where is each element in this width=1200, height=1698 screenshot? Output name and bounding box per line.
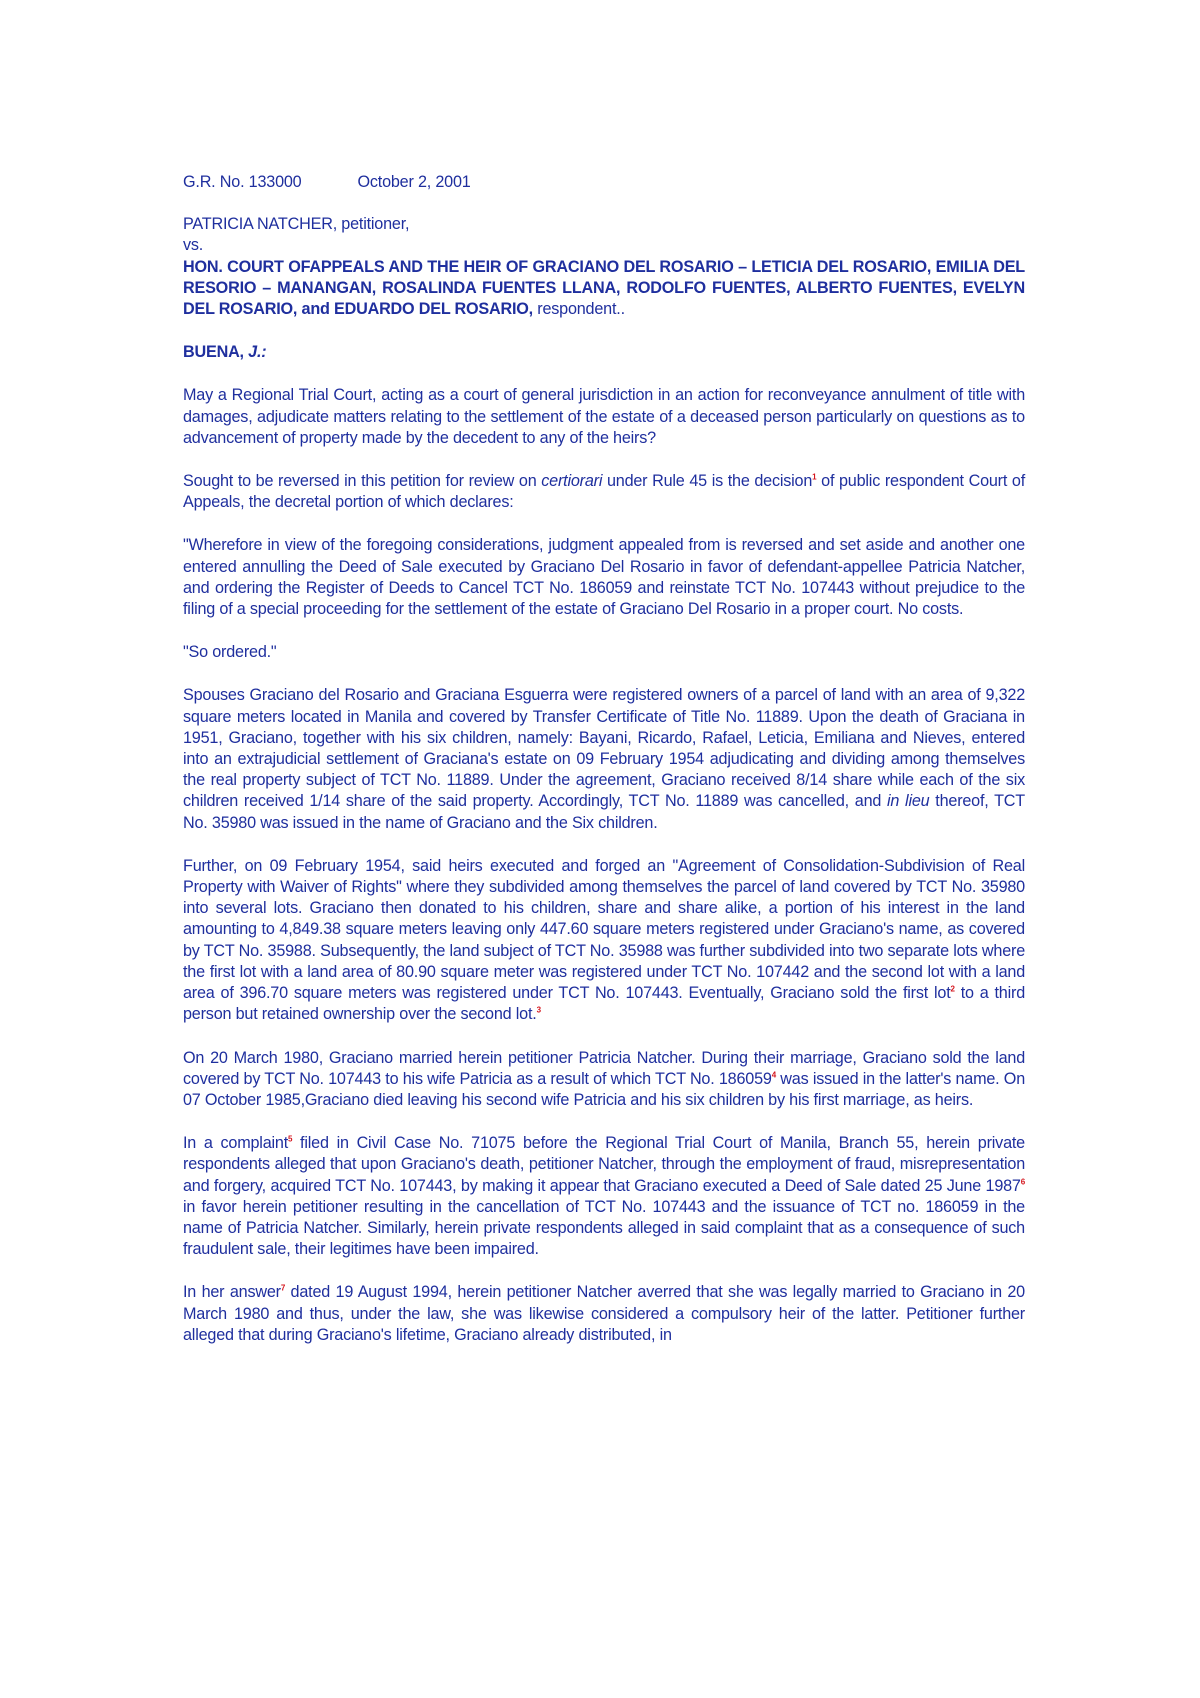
italic-in-lieu: in lieu	[887, 792, 930, 811]
paragraph-6: Further, on 09 February 1954, said heirs executed and forged an "Agreement of Consolidation-Subdivision of Real Property with Waiver of Rights" where they subdivided among themselves the parcel of land covered by TCT No. 35980 into several lots. Graciano then donated to his children, share and share alike, a portion of his interest in the land amounting to 4,849.38 square meters leaving only 447.60 square meters registered under Graciano's name, as covered by TCT No. 35988. Subsequently, the land subject of TCT No. 35988 was further subdivided into two separate lots where the first lot with a land area of 80.90 square meter was registered under TCT No. 107442 and the second lot with a land area of 396.70 square meters was registered under TCT No. 107443. Eventually, Graciano sold the first lot$^2$ to a third person but retained ownership over the second lot.$^3$	[183, 856, 1025, 1024]
ponente-title: J.:	[248, 343, 267, 362]
footnote-2[interactable]: 2	[950, 984, 955, 994]
footnote-6[interactable]: 6	[1020, 1177, 1025, 1187]
italic-certiorari: certiorari	[541, 472, 603, 491]
respondent-names: HON. COURT OFAPPEALS AND THE HEIR OF GRACIANO DEL ROSARIO – LETICIA DEL ROSARIO, EMILIA DEL RESORIO – MANANGAN, ROSALINDA FUENTES LLANA, RODOLFO FUENTES, ALBERTO FUENTES, EVELYN DEL ROSARIO, and EDUARDO DEL ROSARIO,	[183, 257, 1025, 319]
decision-body	[183, 172, 1025, 1346]
paragraph-4-quote: "So ordered."	[183, 643, 277, 662]
paragraph-5: Spouses Graciano del Rosario and Graciana Esguerra were registered owners of a parcel of land with an area of 9,322 square meters located in Manila and covered by Transfer Certificate of Title No. 11889. Upon the death of Graciana in 1951, Graciano, together with his six children, namely: Bayani, Ricardo, Rafael, Leticia, Emiliana and Nieves, entered into an extrajudicial settlement of Graciana's estate on 09 February 1954 adjudicating and dividing among themselves the real property subject of TCT No. 11889. Under the agreement, Graciano received 8/14 share while each of the six children received 1/14 share of the said property. Accordingly, TCT No. 11889 was cancelled, and in lieu thereof, TCT No. 35980 was issued in the name of Graciano and the Six children.	[183, 686, 1025, 832]
respondents-block	[183, 257, 1025, 321]
paragraph-9: In her answer$^7$ dated 19 August 1994, herein petitioner Natcher averred that she was legally married to Graciano in 20 March 1980 and thus, under the law, she was likewise considered a compulsory heir of the latter. Petitioner further alleged that during Graciano's lifetime, Graciano already distributed, in	[183, 1283, 1025, 1344]
footnote-1[interactable]: 1	[812, 472, 817, 482]
paragraph-2: Sought to be reversed in this petition for review on certiorari under Rule 45 is the decision$^1$ of public respondent Court of Appeals, the decretal portion of which declares:	[183, 472, 1026, 512]
footnote-4[interactable]: 4	[771, 1070, 776, 1080]
footnote-5[interactable]: 5	[288, 1134, 293, 1144]
case-number: G.R. No. 133000	[183, 173, 302, 191]
paragraph-7: On 20 March 1980, Graciano married herein petitioner Patricia Natcher. During their marriage, Graciano sold the land covered by TCT No. 107443 to his wife Patricia as a result of which TCT No. 186059$^4$ was issued in the latter's name. On 07 October 1985,Graciano died leaving his second wife Patricia and his six children by his first marriage, as heirs.	[183, 1048, 1025, 1109]
case-header	[183, 172, 1025, 193]
ponente-line	[183, 342, 1025, 363]
case-date: October 2, 2001	[357, 173, 471, 191]
paragraph-3-quote: "Wherefore in view of the foregoing considerations, judgment appealed from is reversed and set aside and another one entered annulling the Deed of Sale executed by Graciano Del Rosario in favor of defendant-appellee Patricia Natcher, and ordering the Register of Deeds to Cancel TCT No. 186059 and reinstate TCT No. 107443 without prejudice to the filing of a special proceeding for the settlement of the estate of Graciano Del Rosario in a proper court. No costs.	[183, 536, 1025, 619]
ponente-name: BUENA,	[183, 343, 244, 362]
footnote-3[interactable]: 3	[536, 1005, 541, 1015]
petitioner-line: PATRICIA NATCHER, petitioner,	[183, 215, 410, 234]
paragraph-8: In a complaint$^5$ filed in Civil Case No. 71075 before the Regional Trial Court of Manila, Branch 55, herein private respondents alleged that upon Graciano's death, petitioner Natcher, through the employment of fraud, misrepresentation and forgery, acquired TCT No. 107443, by making it appear that Graciano executed a Deed of Sale dated 25 June 1987$^6$ in favor herein petitioner resulting in the cancellation of TCT No. 107443 and the issuance of TCT no. 186059 in the name of Patricia Natcher. Similarly, herein private respondents alleged in said complaint that as a consequence of such fraudulent sale, their legitimes have been impaired.	[183, 1134, 1025, 1259]
paragraph-1: May a Regional Trial Court, acting as a court of general jurisdiction in an action for reconveyance annulment of title with damages, adjudicate matters relating to the settlement of the estate of a deceased person particularly on questions as to advancement of property made by the decedent to any of the heirs?	[183, 386, 1025, 447]
respondent-label: respondent..	[532, 300, 625, 319]
footnote-7[interactable]: 7	[280, 1283, 286, 1293]
versus-line: vs.	[183, 236, 204, 255]
